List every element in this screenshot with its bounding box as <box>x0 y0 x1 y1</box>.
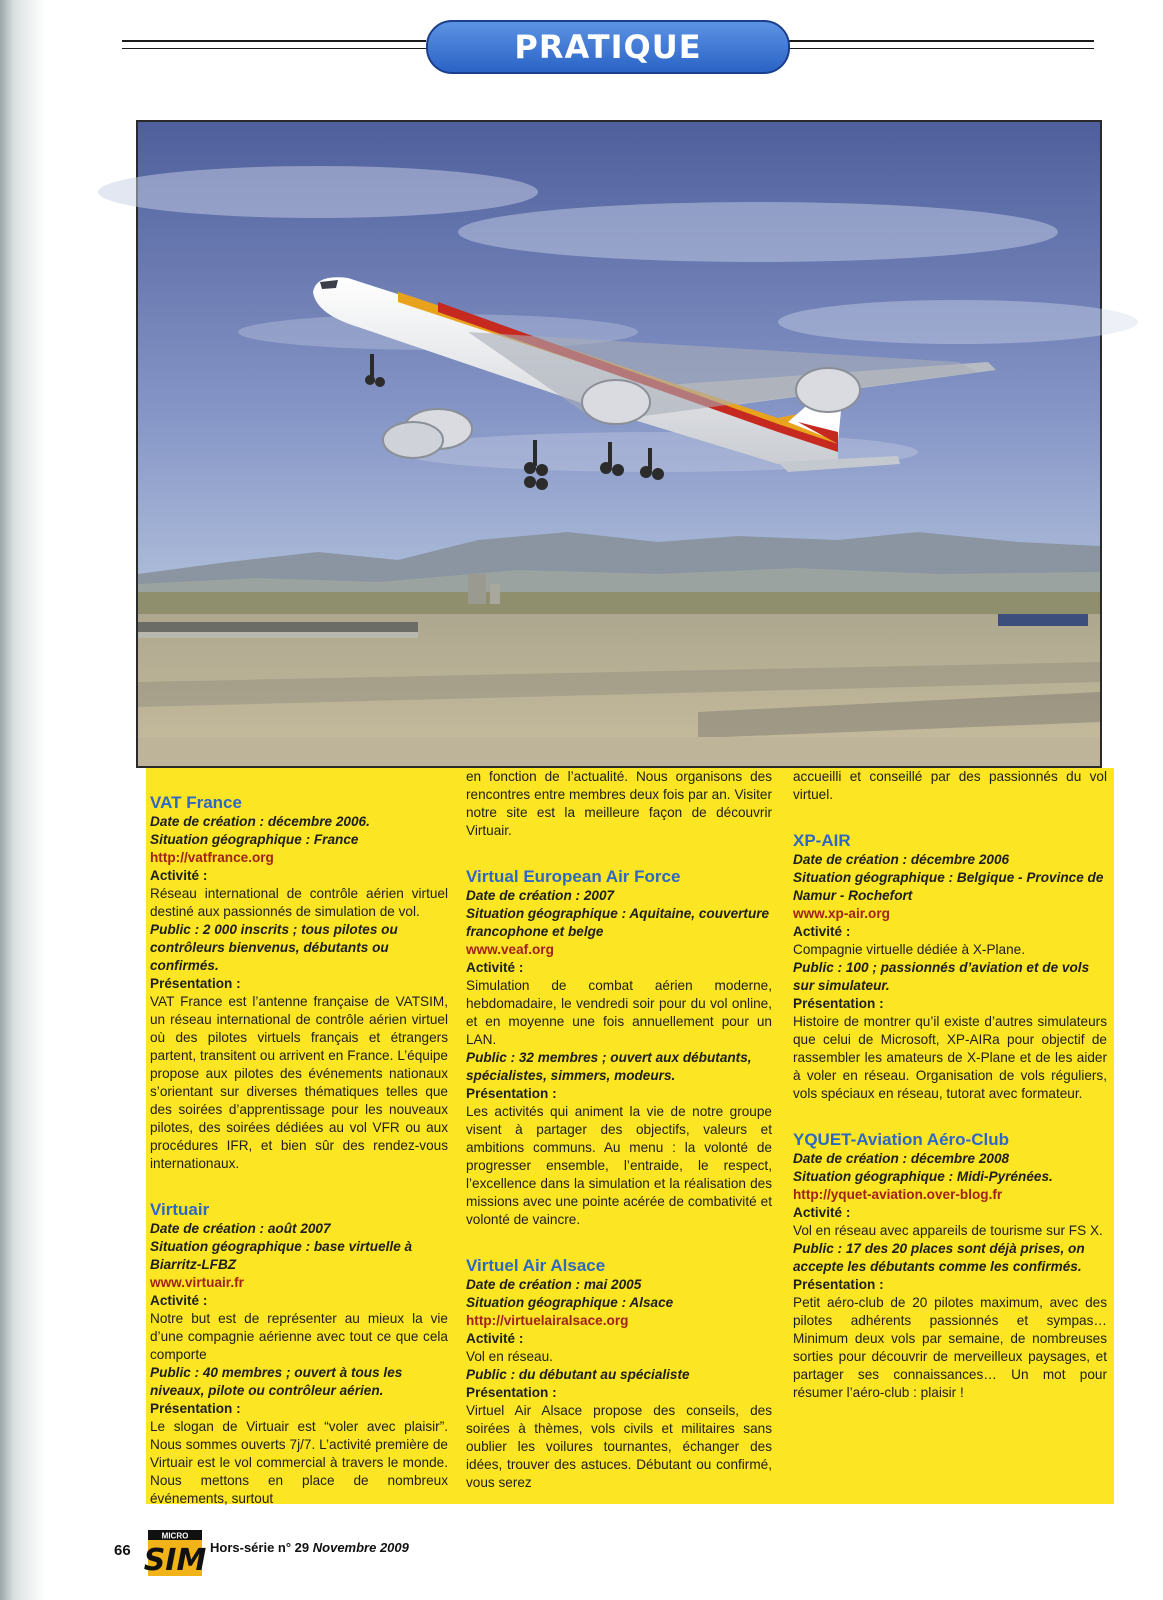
club-location: Situation géographique : base virtuelle à Biarritz-LFBZ <box>150 1239 413 1272</box>
club-activity: Simulation de combat aérien moderne, hebdomadaire, le vendredi soir pour du vol online, et en moyenne une fois annuellement pour un LAN. <box>466 978 772 1047</box>
club-location: Situation géographique : Alsace <box>466 1295 674 1310</box>
activity-label: Activité : <box>466 1331 524 1346</box>
club-activity: Réseau international de contrôle aérien virtuel destiné aux passionnés de simulation de vol. <box>150 886 448 919</box>
club-location: Situation géographique : Midi-Pyrénées. <box>793 1169 1053 1184</box>
club-presentation: Petit aéro-club de 20 pilotes maximum, avec des pilotes adhérents passionnés et sympas… Minimum deux vols par semaine, de nombreuses sorties pour découvrir de merveilleux paysages, et partager ses connaissances… Un mot pour résumer l’aéro-club : plaisir ! <box>793 1295 1107 1400</box>
club-listing-panel <box>146 768 1114 1504</box>
club-date: Date de création : décembre 2006 <box>793 852 1010 867</box>
micro-sim-logo <box>143 1530 207 1578</box>
club-presentation: Les activités qui animent la vie de notre groupe visent à partager des objectifs, valeurs et ambitions communs. Au menu : la volonté de progresser ensemble, l’entraide, le respect, l’excellence dans la simulation et la réalisation des missions avec une pointe acérée de combativité et volonté de vaincre. <box>466 1104 772 1227</box>
column-3 <box>793 768 1107 1428</box>
continued-text: en fonction de l’actualité. Nous organisons des rencontres entre membres deux fois par an. Visiter notre site est la meilleure façon de découvrir Virtuair. <box>466 769 772 838</box>
header-rule-left-2 <box>122 48 426 49</box>
club-date: Date de création : décembre 2006. <box>150 814 370 829</box>
club-title: Virtuair <box>150 1200 210 1219</box>
activity-label: Activité : <box>466 960 524 975</box>
club-title: VAT France <box>150 793 242 812</box>
club-url-link[interactable]: www.virtuair.fr <box>150 1275 244 1290</box>
club-public: Public : 17 des 20 places sont déjà prises, on accepte les débutants comme les confirmés. <box>793 1241 1085 1274</box>
section-title: PRATIQUE <box>514 28 702 66</box>
club-entry-yquet-aviation <box>793 1129 1107 1402</box>
presentation-label: Présentation : <box>793 996 884 1011</box>
club-public: Public : du débutant au spécialiste <box>466 1367 690 1382</box>
club-public: Public : 40 membres ; ouvert à tous les niveaux, pilote ou contrôleur aérien. <box>150 1365 403 1398</box>
club-date: Date de création : 2007 <box>466 888 615 903</box>
continuation-virtuair <box>466 768 772 840</box>
club-title: YQUET-Aviation Aéro-Club <box>793 1130 1009 1149</box>
club-url-link[interactable]: www.veaf.org <box>466 942 554 957</box>
club-public: Public : 32 membres ; ouvert aux débutants, spécialistes, simmers, modeurs. <box>466 1050 752 1083</box>
club-entry-virtuair <box>150 1199 448 1508</box>
header-rule-right-2 <box>786 48 1094 49</box>
header-rule-right <box>786 40 1094 42</box>
presentation-label: Présentation : <box>466 1385 557 1400</box>
presentation-label: Présentation : <box>793 1277 884 1292</box>
activity-label: Activité : <box>150 1293 208 1308</box>
section-title-badge <box>426 20 790 74</box>
issue-prefix: Hors-série n° 29 <box>210 1540 310 1555</box>
column-1 <box>150 768 448 1534</box>
club-entry-veaf <box>466 866 772 1229</box>
club-title: XP-AIR <box>793 831 851 850</box>
club-location: Situation géographique : Belgique - Province de Namur - Rochefort <box>793 870 1104 903</box>
club-url-link[interactable]: http://vatfrance.org <box>150 850 274 865</box>
club-presentation: Histoire de montrer qu’il existe d’autres simulateurs que celui de Microsoft, XP-AIRa pour objectif de rassembler les amateurs de X-Plane et de les aider à voler en réseau. Organisation de vols réguliers, vols spéciaux en réseau, tutorat avec formateur. <box>793 1014 1107 1101</box>
club-title: Virtual European Air Force <box>466 867 681 886</box>
header-rule-left <box>122 40 426 42</box>
airliner-photo <box>136 120 1102 768</box>
airliner-illustration <box>138 122 1100 766</box>
page-binding-shadow <box>0 0 46 1600</box>
club-presentation: Virtuel Air Alsace propose des conseils, des soirées à thèmes, vols civils et militaires sans oublier les voilures tournantes, échanger des idées, trouver des astuces. Débutant ou confirmé, vous serez <box>466 1403 772 1490</box>
club-entry-vat-france <box>150 792 448 1173</box>
logo-main-text: SIM <box>143 1543 207 1578</box>
club-location: Situation géographique : Aquitaine, couverture francophone et belge <box>466 906 770 939</box>
club-presentation: Le slogan de Virtuair est “voler avec plaisir”. Nous sommes ouverts 7j/7. L’activité première de Virtuair est le vol commercial à travers le monde. Nous mettons en place de nombreux événements, surtout <box>150 1419 448 1506</box>
club-date: Date de création : mai 2005 <box>466 1277 642 1292</box>
club-url-link[interactable]: www.xp-air.org <box>793 906 890 921</box>
activity-label: Activité : <box>793 1205 851 1220</box>
club-title: Virtuel Air Alsace <box>466 1256 606 1275</box>
club-url-link[interactable]: http://virtuelairalsace.org <box>466 1313 629 1328</box>
continued-text: accueilli et conseillé par des passionnés du vol virtuel. <box>793 769 1107 802</box>
presentation-label: Présentation : <box>466 1086 557 1101</box>
presentation-label: Présentation : <box>150 1401 241 1416</box>
club-activity: Notre but est de représenter au mieux la vie d’une compagnie aérienne avec tout ce que cela comporte <box>150 1311 448 1362</box>
club-date: Date de création : août 2007 <box>150 1221 331 1236</box>
issue-info <box>210 1540 409 1555</box>
activity-label: Activité : <box>793 924 851 939</box>
issue-date: Novembre 2009 <box>312 1540 409 1555</box>
club-public: Public : 100 ; passionnés d’aviation et de vols sur simulateur. <box>793 960 1090 993</box>
page-number: 66 <box>114 1542 131 1559</box>
club-location: Situation géographique : France <box>150 832 359 847</box>
activity-label: Activité : <box>150 868 208 883</box>
column-2 <box>466 768 772 1518</box>
club-url-link[interactable]: http://yquet-aviation.over-blog.fr <box>793 1187 1003 1202</box>
club-presentation: VAT France est l’antenne française de VATSIM, un réseau international de contrôle aérien virtuel où des pilotes virtuels français et étrangers partent, transitent ou arrivent en France. L’équipe propose aux pilotes des événements nationaux s’orientant sur diverses thématiques telles que des soirées d’apprentissage pour les nouveaux pilotes, des soirées dédiées au vol VFR ou aux procédures IFR, et bien sûr des rendez-vous internationaux. <box>150 994 448 1171</box>
club-activity: Vol en réseau. <box>466 1349 553 1364</box>
club-date: Date de création : décembre 2008 <box>793 1151 1010 1166</box>
club-entry-virtuel-air-alsace <box>466 1255 772 1492</box>
club-public: Public : 2 000 inscrits ; tous pilotes ou contrôleurs bienvenus, débutants ou confirmés. <box>150 922 398 973</box>
club-entry-xp-air <box>793 830 1107 1103</box>
continuation-virtuel-air-alsace <box>793 768 1107 804</box>
club-activity: Compagnie virtuelle dédiée à X-Plane. <box>793 942 1025 957</box>
club-activity: Vol en réseau avec appareils de tourisme sur FS X. <box>793 1223 1103 1238</box>
logo-top-text: MICRO <box>161 1531 189 1541</box>
presentation-label: Présentation : <box>150 976 241 991</box>
